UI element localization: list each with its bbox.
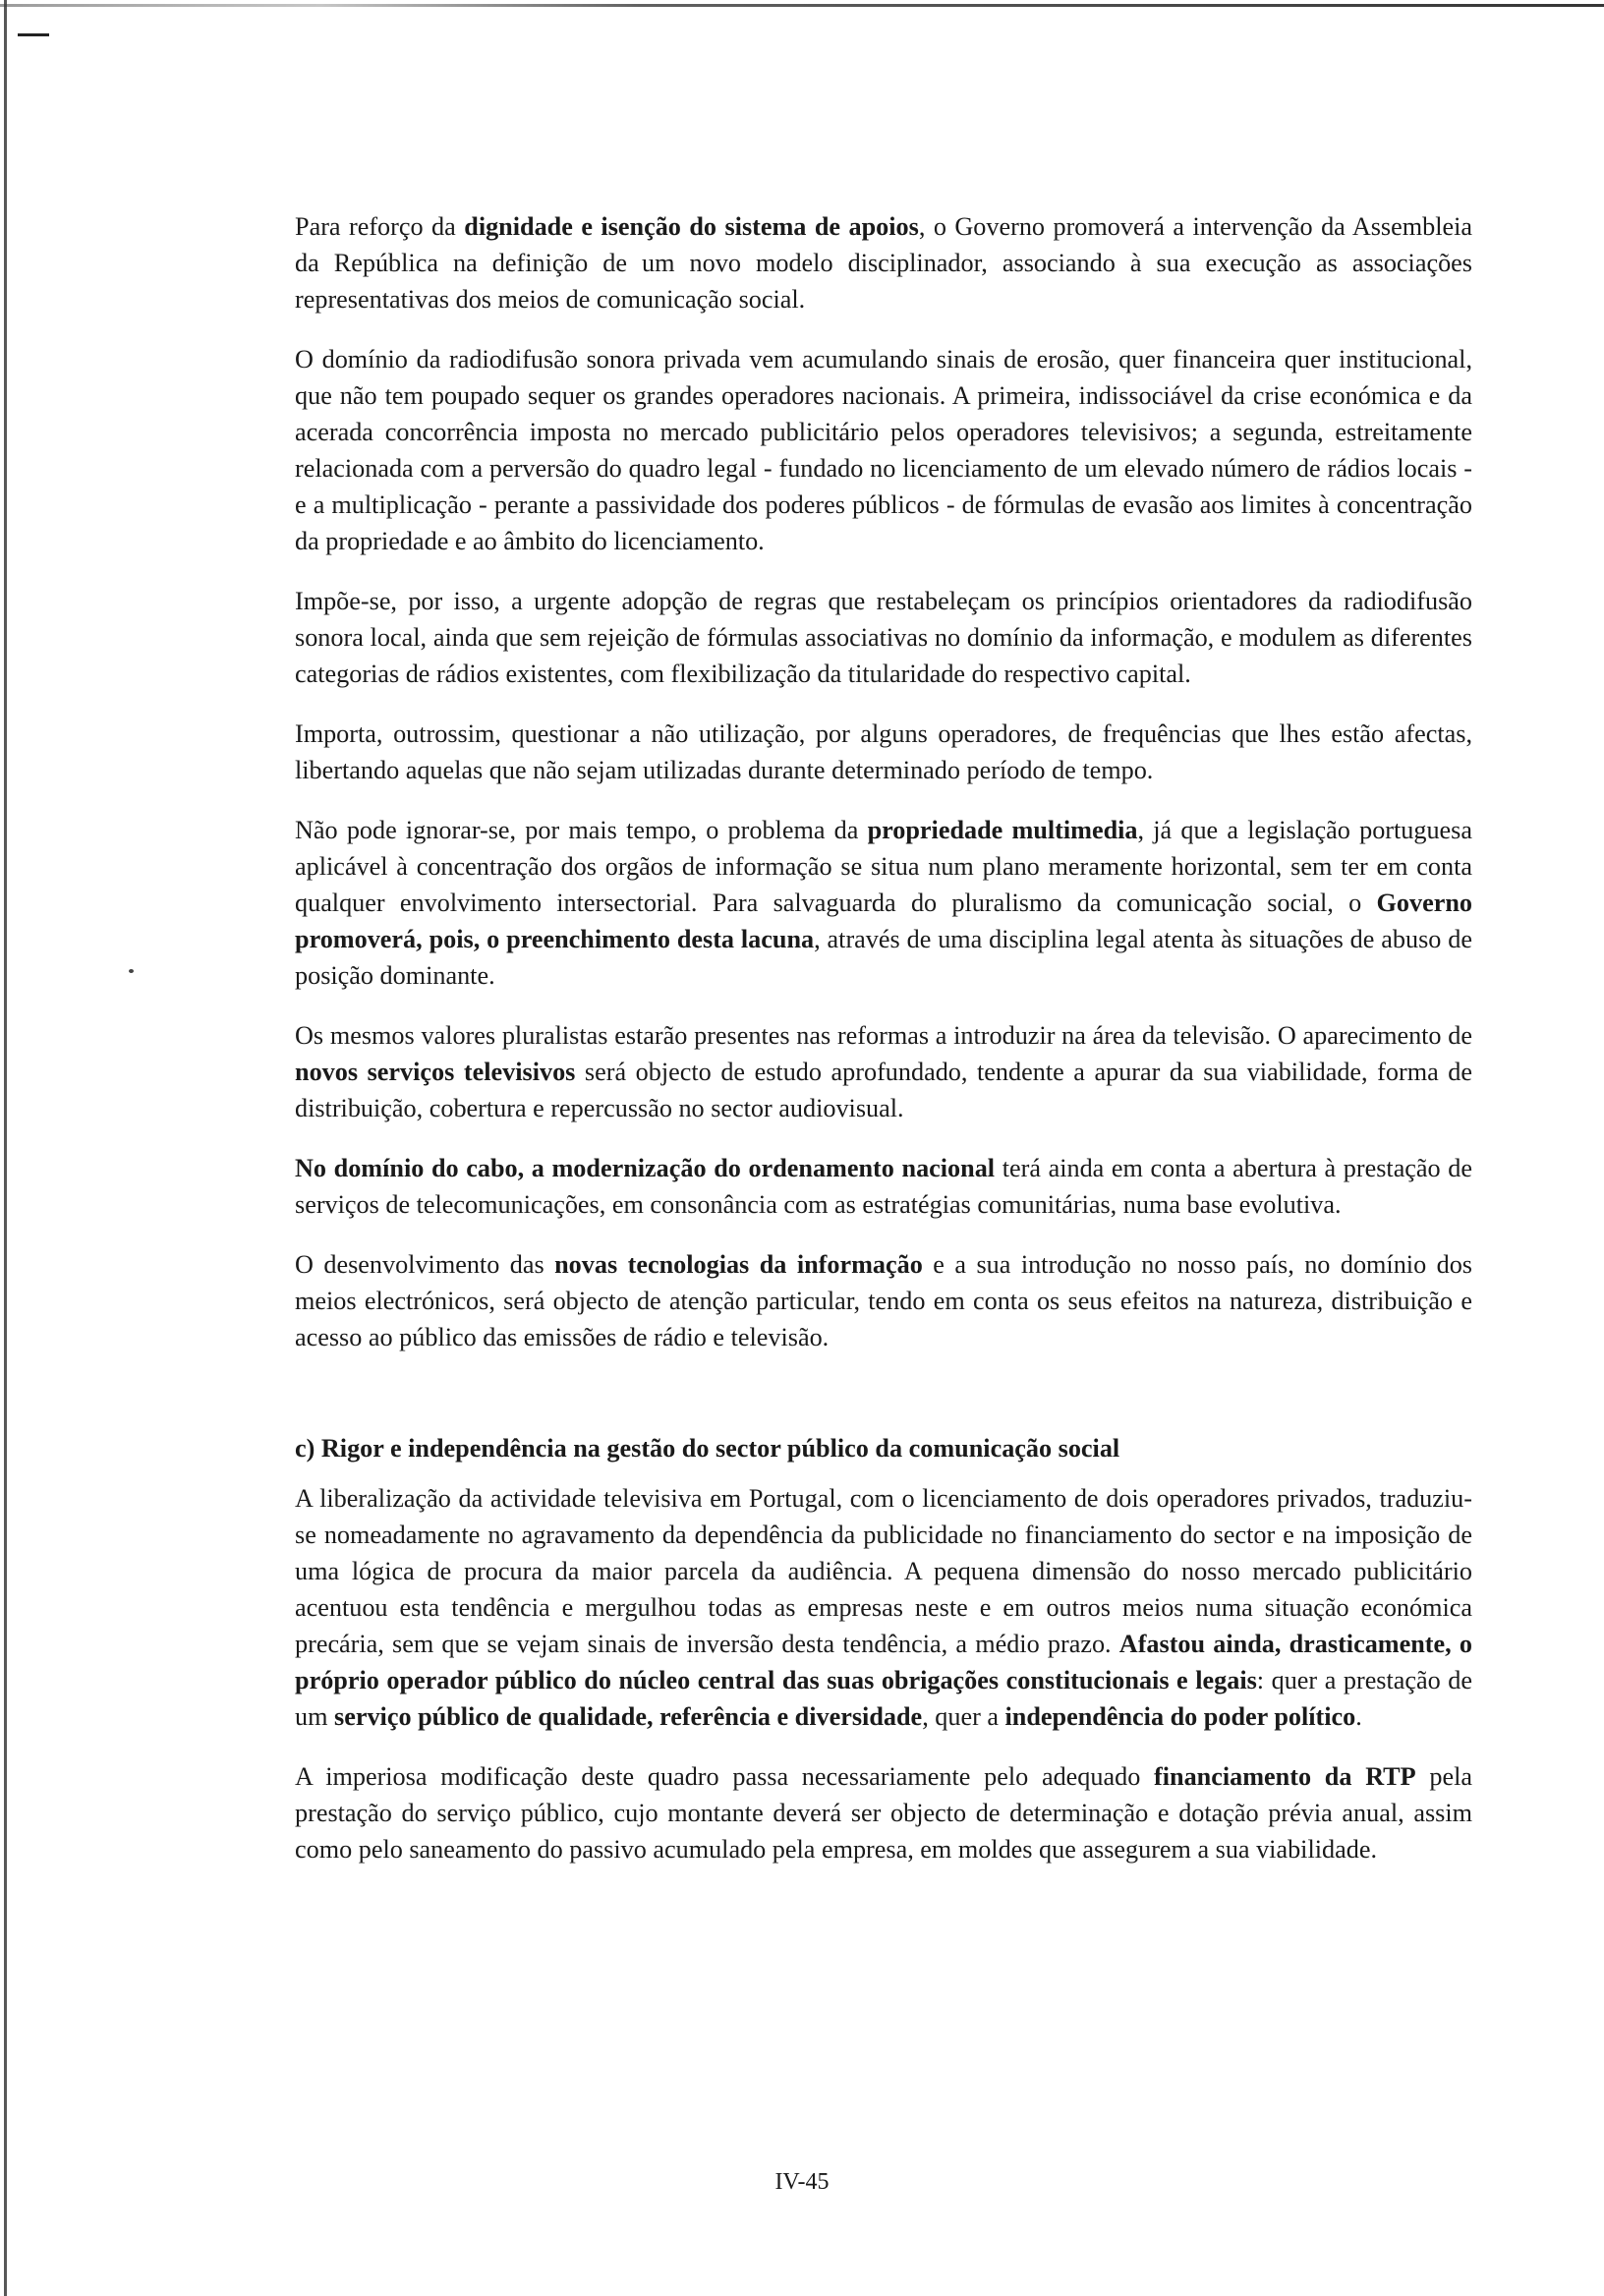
- page-number: IV-45: [774, 2169, 830, 2195]
- text-run: .: [1355, 1702, 1362, 1731]
- text-run: terá ainda em conta a abertura à prestação de serviços de telecomunicações, em consonância com as estratégias comunitárias, numa base evolutiva.: [295, 1154, 1472, 1219]
- text-run: Os mesmos valores pluralistas estarão presentes nas reformas a introduzir na área da televisão. O aparecimento de: [295, 1021, 1472, 1050]
- section-paragraph-group: [295, 1480, 1472, 1867]
- bold-text: dignidade e isenção do sistema de apoios: [464, 212, 919, 241]
- corner-mark: [18, 33, 49, 36]
- paragraph: [295, 716, 1472, 788]
- paragraph: [295, 583, 1472, 692]
- paragraph: [295, 1246, 1472, 1355]
- paragraph: [295, 812, 1472, 994]
- text-run: Importa, outrossim, questionar a não utilização, por alguns operadores, de frequências que lhes estão afectas, libertando aquelas que não sejam utilizadas durante determinado período de tempo.: [295, 719, 1472, 784]
- text-run: será objecto de estudo aprofundado, tendente a apurar da sua viabilidade, forma de distribuição, cobertura e repercussão no sector audiovisual.: [295, 1058, 1472, 1122]
- bold-text: No domínio do cabo, a modernização do ordenamento nacional: [295, 1154, 996, 1182]
- text-run: Não pode ignorar-se, por mais tempo, o problema da: [295, 816, 868, 844]
- text-run: , através de uma disciplina legal atenta às situações de abuso de posição dominante.: [295, 925, 1472, 990]
- text-run: pela prestação do serviço público, cujo montante deverá ser objecto de determinação e dotação prévia anual, assim como pelo saneamento do passivo acumulado pela empresa, em moldes que assegurem a sua viabilidade.: [295, 1762, 1473, 1864]
- text-run: O domínio da radiodifusão sonora privada vem acumulando sinais de erosão, quer financeira quer institucional, que não tem poupado sequer os grandes operadores nacionais. A primeira, indissociável da crise económica e da acerada concorrência imposta no mercado publicitário pelos operadores televisivos; a segunda, estreitamente relacionada com a perversão do quadro legal - fundado no licenciamento de um elevado número de rádios locais - e a multiplicação - perante a passividade dos poderes públicos - de fórmulas de evasão aos limites à concentração da propriedade e ao âmbito do licenciamento.: [295, 345, 1472, 555]
- paragraph: [295, 208, 1472, 317]
- scan-edge-top: [0, 4, 1604, 7]
- text-run: , quer a: [922, 1702, 1005, 1731]
- bold-text: serviço público de qualidade, referência e diversidade: [334, 1702, 923, 1731]
- scan-speck: [129, 969, 134, 973]
- bold-text: independência do poder político: [1004, 1702, 1356, 1731]
- text-run: : quer a prestação de um: [295, 1666, 1473, 1731]
- paragraph: [295, 1017, 1472, 1126]
- bold-text: novas tecnologias da informação: [554, 1250, 923, 1279]
- text-run: O desenvolvimento das: [295, 1250, 555, 1279]
- paragraph: [295, 1758, 1472, 1867]
- paragraph-group: [295, 208, 1472, 1355]
- bold-text: Governo promoverá, pois, o preenchimento desta lacuna: [295, 889, 1472, 953]
- bold-text: propriedade multimedia: [867, 816, 1138, 844]
- bold-text: financiamento da RTP: [1154, 1762, 1416, 1791]
- paragraph: [295, 1480, 1472, 1735]
- section-heading: c) Rigor e independência na gestão do sector público da comunicação social: [295, 1434, 1120, 1463]
- text-run: A liberalização da actividade televisiva em Portugal, com o licenciamento de dois operadores privados, traduziu-se nomeadamente no agravamento da dependência da publicidade no financiamento do sector e na imposição de uma lógica de procura da maior parcela da audiência. A pequena dimensão do nosso mercado publicitário acentuou esta tendência e mergulhou todas as empresas neste e em outros meios numa situação económica precária, sem que se vejam sinais de inversão desta tendência, a médio prazo.: [295, 1484, 1472, 1658]
- page-body: [295, 208, 1472, 1891]
- bold-text: novos serviços televisivos: [295, 1058, 576, 1086]
- text-run: , o Governo promoverá a intervenção da Assembleia da República na definição de um novo modelo disciplinador, associando à sua execução as associações representativas dos meios de comunicação social.: [295, 212, 1472, 314]
- text-run: Para reforço da: [295, 212, 465, 241]
- text-run: , já que a legislação portuguesa aplicável à concentração dos orgãos de informação se situa num plano meramente horizontal, sem ter em conta qualquer envolvimento intersectorial. Para salvaguarda do pluralismo da comunicação social, o: [295, 816, 1472, 917]
- paragraph: [295, 1150, 1472, 1223]
- text-run: Impõe-se, por isso, a urgente adopção de regras que restabeleçam os princípios orientadores da radiodifusão sonora local, ainda que sem rejeição de fórmulas associativas no domínio da informação, e modulem as diferentes categorias de rádios existentes, com flexibilização da titularidade do respectivo capital.: [295, 587, 1472, 688]
- text-run: e a sua introdução no nosso país, no domínio dos meios electrónicos, será objecto de atenção particular, tendo em conta os seus efeitos na natureza, distribuição e acesso ao público das emissões de rádio e televisão.: [295, 1250, 1472, 1351]
- scan-edge-left: [4, 0, 7, 2296]
- text-run: A imperiosa modificação deste quadro passa necessariamente pelo adequado: [295, 1762, 1155, 1791]
- paragraph: [295, 341, 1472, 559]
- bold-text: Afastou ainda, drasticamente, o próprio operador público do núcleo central das suas obrigações constitucionais e legais: [295, 1630, 1472, 1694]
